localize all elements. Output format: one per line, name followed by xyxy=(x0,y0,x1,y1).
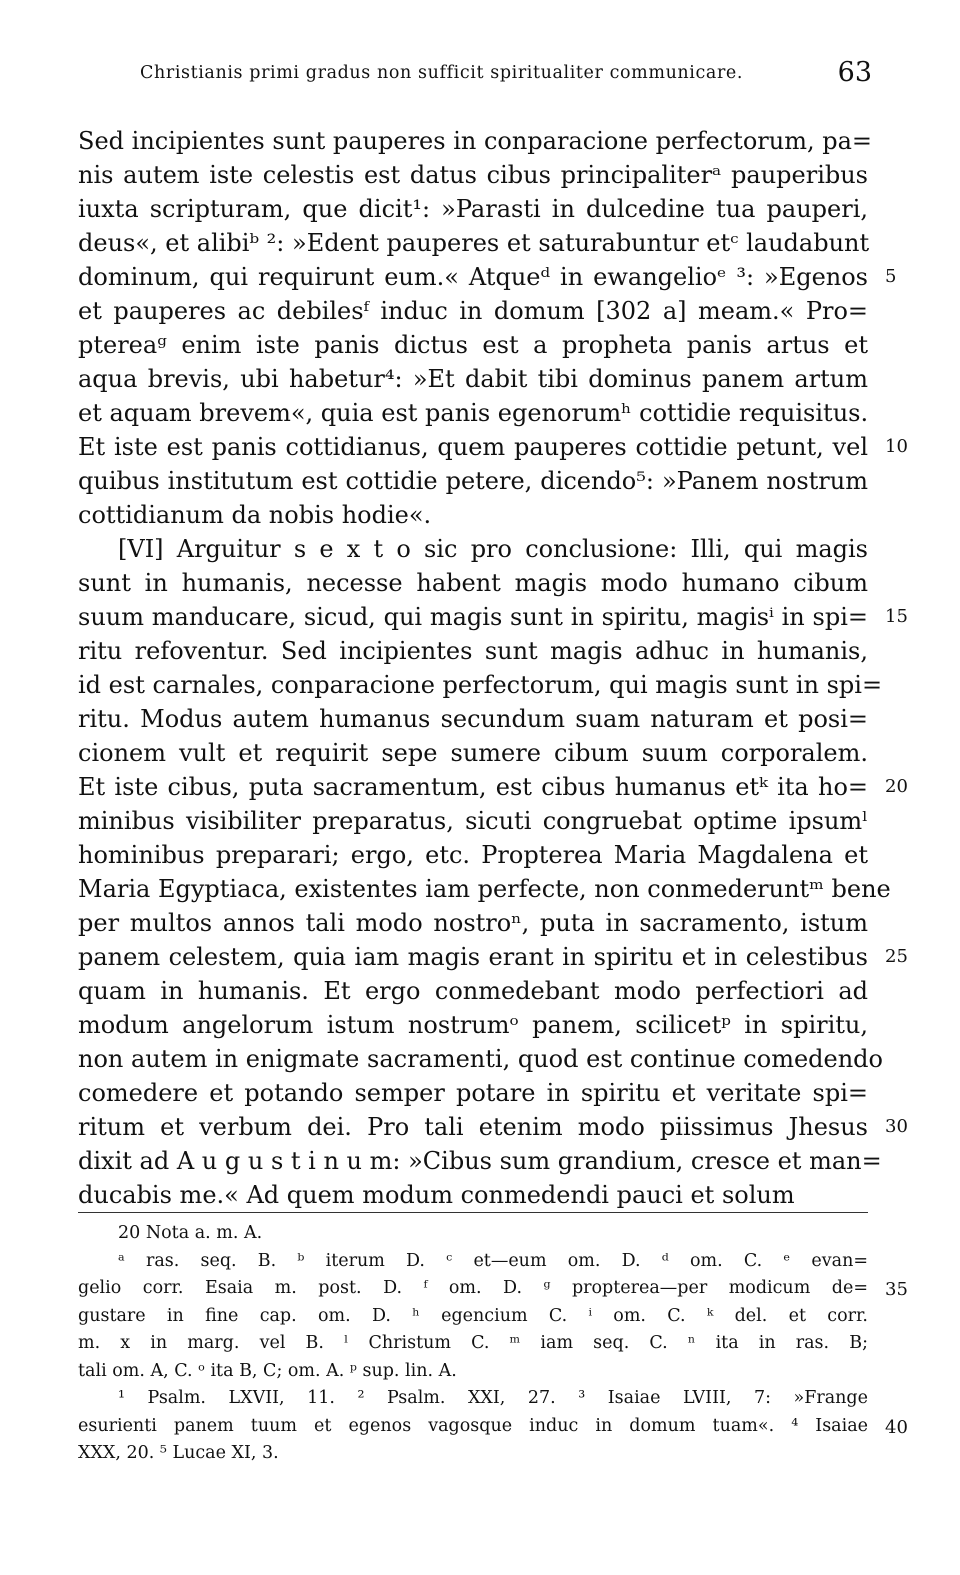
footnote-line: ¹ Psalm. LXVII, 11. ² Psalm. XXI, 27. ³ Isaiae LVIII, 7: »Frange xyxy=(118,1388,868,1408)
text-line: modum angelorum istum nostrumᵒ panem, scilicetᵖ in spiritu, xyxy=(78,1011,868,1039)
running-head: Christianis primi gradus non sufficit spiritualiter communicare. xyxy=(140,63,744,83)
line-number: 30 xyxy=(885,1116,908,1137)
text-line: dixit ad A u g u s t i n u m: »Cibus sum grandium, cresce et man= xyxy=(78,1147,882,1175)
text-line: ptereaᵍ enim iste panis dictus est a propheta panis artus et xyxy=(78,331,868,359)
text-line: [VI] Arguitur s e x t o sic pro conclusione: Illi, qui magis xyxy=(118,535,868,563)
text-line: iuxta scripturam, que dicit¹: »Parasti in dulcedine tua pauperi, xyxy=(78,195,868,223)
text-line: id est carnales, conparacione perfectorum, qui magis sunt in spi= xyxy=(78,671,883,699)
text-line: panem celestem, quia iam magis erant in spiritu et in celestibus xyxy=(78,943,868,971)
text-line: quam in humanis. Et ergo conmedebant modo perfectiori ad xyxy=(78,977,868,1005)
line-number: 15 xyxy=(885,606,908,627)
text-line: Sed incipientes sunt pauperes in conparacione perfectorum, pa= xyxy=(78,127,873,155)
footnote-line: gustare in fine cap. om. D. ʰ egencium C. ⁱ om. C. ᵏ del. et corr. xyxy=(78,1305,868,1326)
text-line: ducabis me.« Ad quem modum conmedendi pauci et solum xyxy=(78,1181,795,1209)
footnote-line: tali om. A, C. ᵒ ita B, C; om. A. ᵖ sup. lin. A. xyxy=(78,1360,457,1381)
footnote-line: XXX, 20. ⁵ Lucae XI, 3. xyxy=(78,1443,279,1463)
line-number: 40 xyxy=(885,1416,908,1438)
footnote-line: ᵃ ras. seq. B. ᵇ iterum D. ᶜ et—eum om. D. ᵈ om. C. ᵉ evan= xyxy=(118,1250,868,1271)
text-line: aqua brevis, ubi habetur⁴: »Et dabit tibi dominus panem artum xyxy=(78,365,868,393)
line-number: 10 xyxy=(885,436,908,457)
footnotes xyxy=(78,1220,868,1468)
text-line: non autem in enigmate sacramenti, quod est continue comedendo xyxy=(78,1045,883,1073)
text-line: sunt in humanis, necesse habent magis modo humano cibum xyxy=(78,569,868,597)
footnote-divider xyxy=(78,1212,868,1213)
footnote-line: 20 Nota a. m. A. xyxy=(118,1223,263,1243)
text-line: minibus visibiliter preparatus, sicuti congruebat optime ipsumˡ xyxy=(78,807,868,835)
footnote-line: gelio corr. Esaia m. post. D. ᶠ om. D. ᵍ propterea—per modicum de= xyxy=(78,1278,868,1298)
footnote-line: esurienti panem tuum et egenos vagosque induc in domum tuam«. ⁴ Isaiae xyxy=(78,1415,868,1436)
line-number: 25 xyxy=(885,946,908,967)
text-line: cottidianum da nobis hodie«. xyxy=(78,501,432,529)
text-line: ritu refoventur. Sed incipientes sunt magis adhuc in humanis, xyxy=(78,637,868,665)
text-line: suum manducare, sicud, qui magis sunt in spiritu, magisⁱ in spi= xyxy=(78,603,868,631)
text-line: nis autem iste celestis est datus cibus principaliterᵃ pauperibus xyxy=(78,161,868,189)
text-line: comedere et potando semper potare in spiritu et veritate spi= xyxy=(78,1079,868,1107)
text-line: cionem vult et requirit sepe sumere cibum suum corporalem. xyxy=(78,739,868,767)
line-number: 35 xyxy=(885,1279,908,1300)
line-number: 20 xyxy=(885,776,908,797)
text-line: ritu. Modus autem humanus secundum suam naturam et posi= xyxy=(78,705,868,733)
page-header xyxy=(140,57,880,93)
line-number: 5 xyxy=(885,266,897,287)
text-line: Et iste est panis cottidianus, quem pauperes cottidie petunt, vel xyxy=(78,433,868,461)
text-line: Maria Egyptiaca, existentes iam perfecte, non conmederuntᵐ bene xyxy=(78,875,891,903)
footnote-line: m. x in marg. vel B. ˡ Christum C. ᵐ iam seq. C. ⁿ ita in ras. B; xyxy=(78,1333,868,1353)
text-line: Et iste cibus, puta sacramentum, est cibus humanus etᵏ ita ho= xyxy=(78,773,868,801)
text-line: et pauperes ac debilesᶠ induc in domum [302 a] meam.« Pro= xyxy=(78,297,868,325)
main-text xyxy=(78,124,891,1212)
text-line: quibus institutum est cottidie petere, dicendo⁵: »Panem nostrum xyxy=(78,467,868,495)
text-line: hominibus preparari; ergo, etc. Propterea Maria Magdalena et xyxy=(78,841,868,869)
text-line: deus«, et alibiᵇ ²: »Edent pauperes et saturabuntur etᶜ laudabunt xyxy=(78,229,870,257)
text-line: dominum, qui requirunt eum.« Atqueᵈ in ewangelioᵉ ³: »Egenos xyxy=(78,263,868,291)
text-line: per multos annos tali modo nostroⁿ, puta in sacramento, istum xyxy=(78,909,868,937)
page-number: 63 xyxy=(837,57,872,88)
text-line: ritum et verbum dei. Pro tali etenim modo piissimus Jhesus xyxy=(78,1113,868,1141)
text-line: et aquam brevem«, quia est panis egenorumʰ cottidie requisitus. xyxy=(78,399,869,427)
